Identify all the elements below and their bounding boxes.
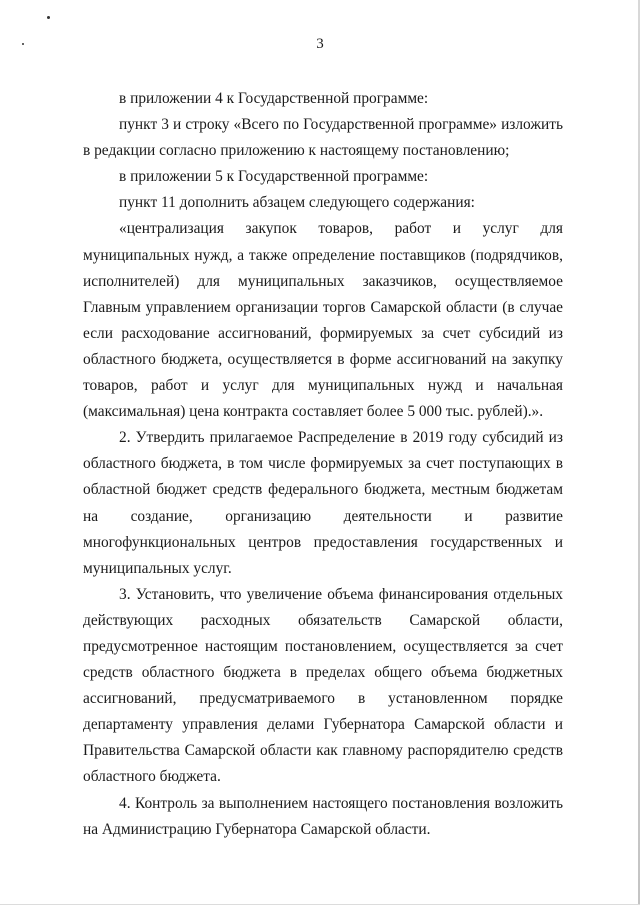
paragraph: 2. Утвердить прилагаемое Распределение в 2019 году субсидий из областного бюджета, в том числе формируемых за счет поступающих в областной бюджет средств федерального бюджета, местным бюджетам на создание, организацию деятельности и развитие многофункциональных центров предоставления государственных и муниципальных услуг. xyxy=(83,429,563,577)
paragraph: пункт 11 дополнить абзацем следующего содержания: xyxy=(119,194,475,212)
paragraph: 3. Установить, что увеличение объема финансирования отдельных действующих расходных обязательств Самарской области, предусмотренное настоящим постановлением, осуществляется за счет средств областного бюджета в пределах общего объема бюджетных ассигнований, предусматриваемого в установленном порядке департаменту управления делами Губернатора Самарской области и Правительства Самарской области как главному распорядителю средств областного бюджета. xyxy=(83,585,563,786)
paragraph: «централизация закупок товаров, работ и услуг для муниципальных нужд, а также определение поставщиков (подрядчиков, исполнителей) для муниципальных заказчиков, осуществляемое Главным управлением организации торгов Самарской области (в случае если расходование ассигнований, формируемых за счет субсидий из областного бюджета, осуществляется в форме ассигнований на закупку товаров, работ и услуг для муниципальных нужд и начальная (максимальная) цена контракта составляет более 5 000 тыс. рублей).». xyxy=(83,220,563,421)
document-body xyxy=(83,86,563,843)
paragraph: 4. Контроль за выполнением настоящего постановления возложить на Администрацию Губернатора Самарской области. xyxy=(83,794,563,838)
paragraph: пункт 3 и строку «Всего по Государственной программе» изложить в редакции согласно приложению к настоящему постановлению; xyxy=(83,116,563,160)
scan-speck xyxy=(47,16,50,19)
paragraph: в приложении 5 к Государственной программе: xyxy=(119,168,429,186)
paragraph: в приложении 4 к Государственной программе: xyxy=(119,90,429,107)
page-number: 3 xyxy=(316,36,324,52)
